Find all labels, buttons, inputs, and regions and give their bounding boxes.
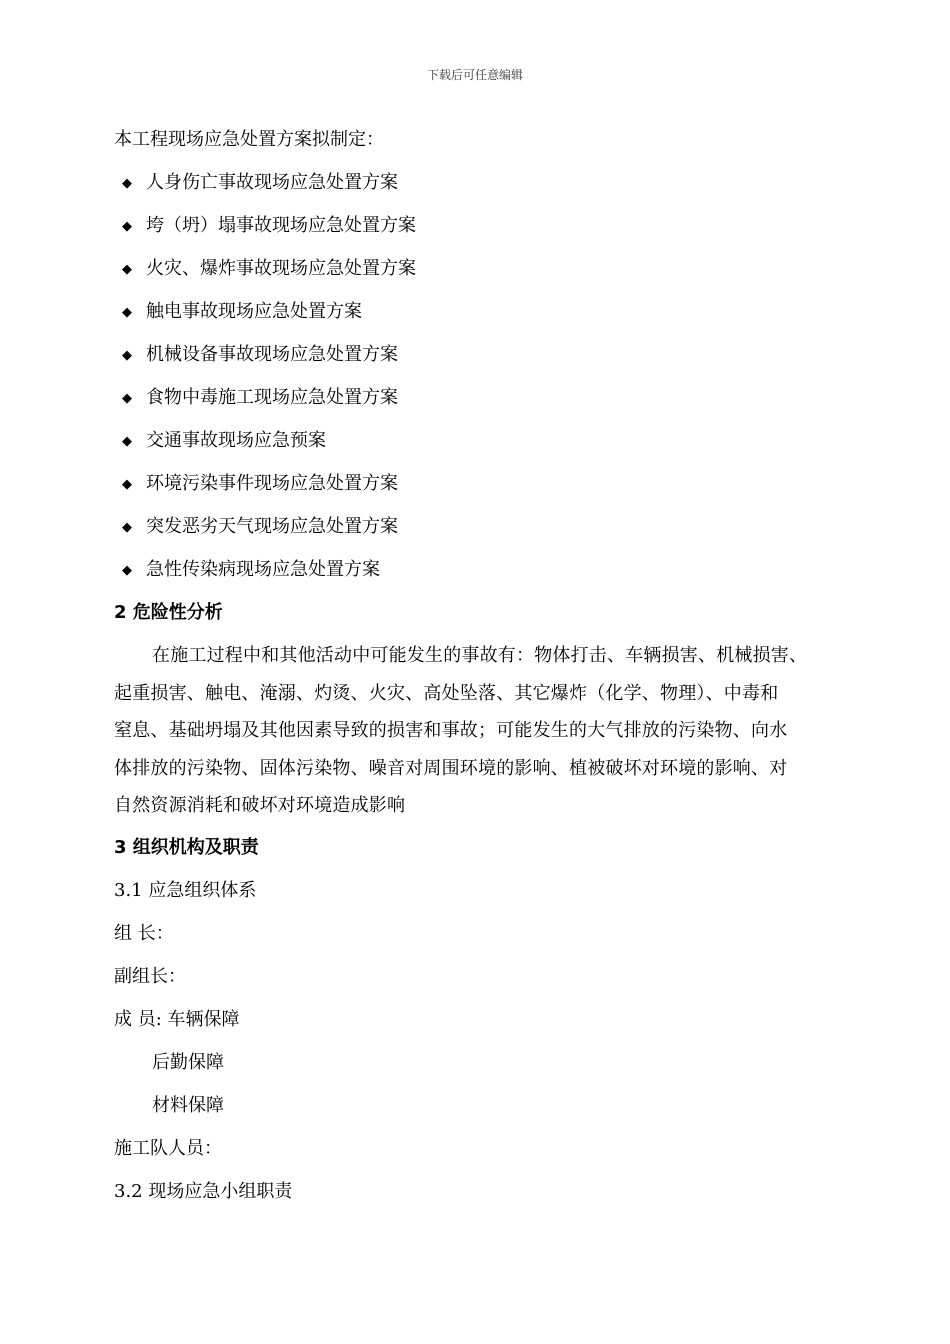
hazard-analysis-paragraph [114,637,854,825]
document-body [114,118,854,1213]
intro-text: 本工程现场应急处置方案拟制定： [114,129,384,150]
members-label: 成 员: 车辆保障 [114,1008,240,1030]
section-heading-organization: 3 组织机构及职责 [114,836,259,858]
diamond-bullet-icon: ◆ [122,219,132,234]
paragraph-line: 窒息、基础坍塌及其他因素导致的损害和事故；可能发生的大气排放的污染物、向水 [114,720,788,741]
section-heading-hazard-analysis: 2 危险性分析 [114,602,223,623]
list-item: ◆ 垮（坍）塌事故现场应急处置方案 [114,204,854,247]
list-item: ◆ 火灾、爆炸事故现场应急处置方案 [114,247,854,290]
plan-list [114,161,854,591]
leader-label: 组 长： [114,922,174,944]
paragraph-line: 起重损害、触电、淹溺、灼烫、火灾、高处坠落、其它爆炸（化学、物理）、中毒和 [114,682,779,704]
list-item: ◆ 食物中毒施工现场应急处置方案 [114,376,854,419]
paragraph-line: 在施工过程中和其他活动中可能发生的事故有：物体打击、车辆损害、机械损害、 [152,645,808,666]
list-item: ◆ 机械设备事故现场应急处置方案 [114,333,854,376]
list-item: ◆ 人身伤亡事故现场应急处置方案 [114,161,854,204]
list-item: ◆ 交通事故现场应急预案 [114,419,854,462]
list-item: ◆ 突发恶劣天气现场应急处置方案 [114,505,854,548]
subsection-emergency-organization: 3.1 应急组织体系 [114,879,257,901]
page-header: 下载后可任意编辑 [426,68,523,82]
diamond-bullet-icon: ◆ [122,520,132,535]
subsection-team-duties: 3.2 现场应急小组职责 [114,1180,293,1202]
paragraph-line: 体排放的污染物、固体污染物、噪音对周围环境的影响、植被破坏对环境的影响、对 [114,757,788,779]
member-materials: 材料保障 [152,1094,224,1116]
diamond-bullet-icon: ◆ [122,305,132,320]
diamond-bullet-icon: ◆ [122,176,132,191]
list-item: ◆ 触电事故现场应急处置方案 [114,290,854,333]
diamond-bullet-icon: ◆ [122,348,132,363]
member-logistics: 后勤保障 [152,1051,224,1073]
diamond-bullet-icon: ◆ [122,477,132,492]
list-item: ◆ 环境污染事件现场应急处置方案 [114,462,854,505]
deputy-leader-label: 副组长： [114,965,186,987]
diamond-bullet-icon: ◆ [122,563,132,578]
list-item: ◆ 急性传染病现场应急处置方案 [114,548,854,591]
diamond-bullet-icon: ◆ [122,391,132,406]
diamond-bullet-icon: ◆ [122,434,132,449]
diamond-bullet-icon: ◆ [122,262,132,277]
construction-team-label: 施工队人员： [114,1137,222,1159]
paragraph-line: 自然资源消耗和破坏对环境造成影响 [114,795,406,816]
